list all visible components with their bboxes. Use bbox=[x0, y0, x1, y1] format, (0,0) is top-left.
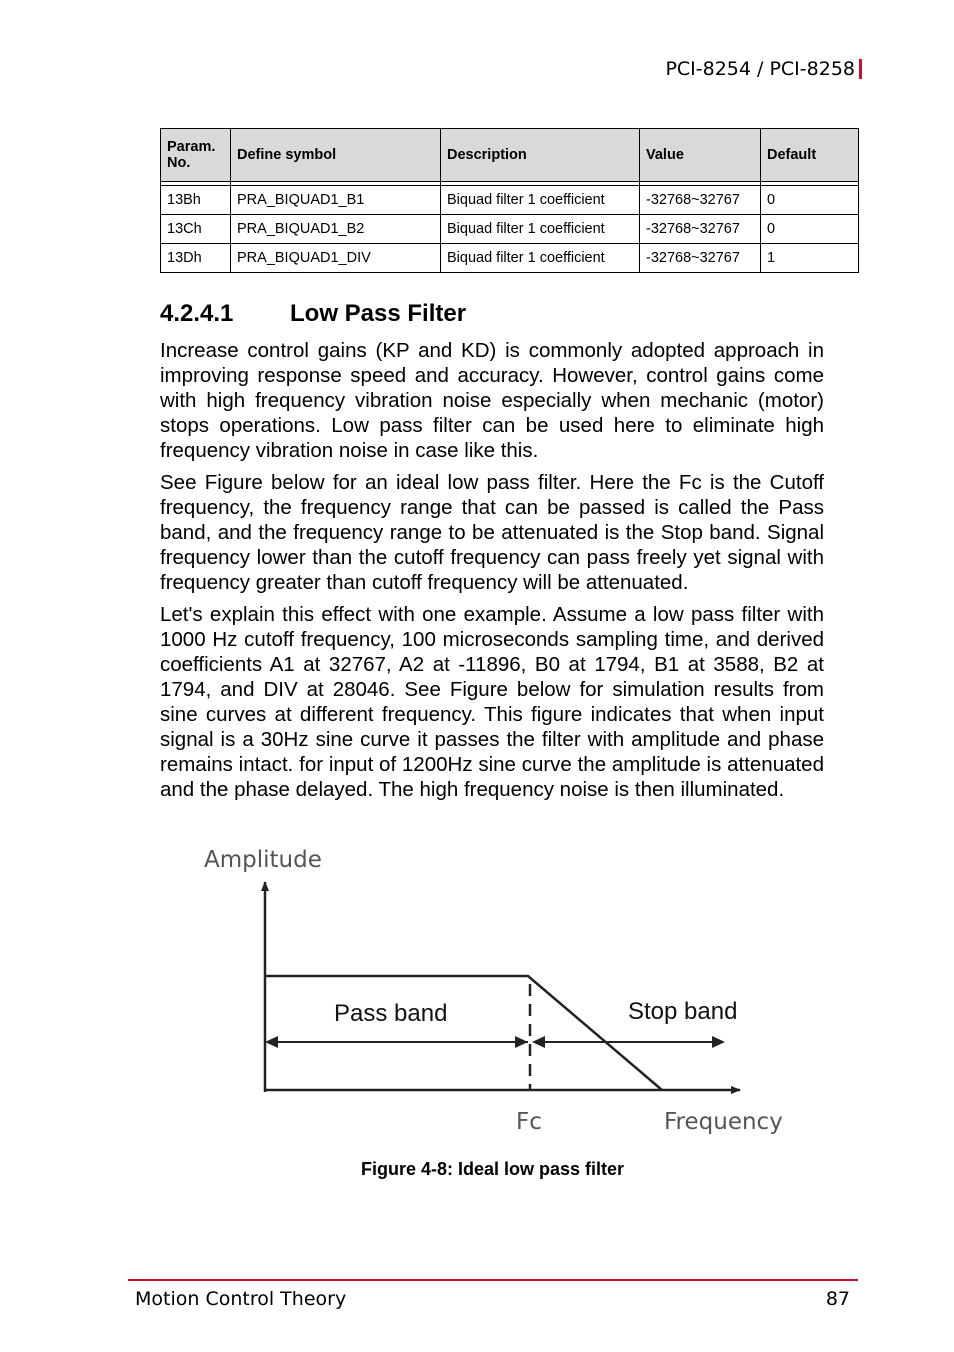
filter-response-line bbox=[265, 976, 662, 1090]
cutoff-label: Fc bbox=[516, 1109, 542, 1135]
table-cell: 13Ch bbox=[161, 215, 231, 244]
table-cell: -32768~32767 bbox=[640, 244, 761, 273]
header-accent-bar bbox=[859, 59, 862, 79]
stop-band-label: Stop band bbox=[628, 998, 738, 1025]
table-cell: 0 bbox=[761, 215, 859, 244]
table-row bbox=[161, 215, 859, 244]
table-cell: -32768~32767 bbox=[640, 186, 761, 215]
pass-band-arrowhead-right bbox=[515, 1036, 528, 1048]
table-cell: Biquad filter 1 coefficient bbox=[441, 186, 640, 215]
column-header: Default bbox=[761, 129, 859, 182]
column-header: Value bbox=[640, 129, 761, 182]
table-cell: 13Dh bbox=[161, 244, 231, 273]
pass-band-label: Pass band bbox=[334, 1000, 448, 1027]
table-cell: 0 bbox=[761, 186, 859, 215]
table-header-row bbox=[161, 129, 859, 182]
stop-band-arrowhead-right bbox=[712, 1036, 725, 1048]
body-paragraph: See Figure below for an ideal low pass filter. Here the Fc is the Cutoff frequency, the frequency range that can be passed is called the Pass band, and the frequency range to be attenuated is the Stop band. Signal frequency lower than the cutoff frequency can pass freely yet signal with frequency greater than cutoff frequency will be attenuated. bbox=[160, 471, 824, 594]
table-row bbox=[161, 186, 859, 215]
section-title: Low Pass Filter bbox=[290, 300, 467, 327]
parameter-table bbox=[160, 128, 859, 273]
table-row bbox=[161, 244, 859, 273]
table-cell: 1 bbox=[761, 244, 859, 273]
stop-band-arrowhead-left bbox=[532, 1036, 545, 1048]
table-cell: -32768~32767 bbox=[640, 215, 761, 244]
pass-band-arrowhead-left bbox=[265, 1036, 278, 1048]
body-paragraph: Let's explain this effect with one example. Assume a low pass filter with 1000 Hz cutoff frequency, 100 microseconds sampling time, and derived coefficients A1 at 32767, A2 at -11896, B0 at 1794, B1 at 3588, B2 at 1794, and DIV at 28046. See Figure below for simulation results from sine curves at different frequency. This figure indicates that when input signal is a 30Hz sine curve it passes the filter with amplitude and phase remains intact. for input of 1200Hz sine curve the amplitude is attenuated and the phase delayed. The high frequency noise is then illuminated. bbox=[160, 603, 824, 801]
page-number: 87 bbox=[825, 1288, 850, 1310]
section-heading bbox=[160, 300, 466, 328]
footer-divider bbox=[128, 1279, 858, 1281]
footer-section-title: Motion Control Theory bbox=[135, 1288, 347, 1310]
table-cell: PRA_BIQUAD1_B1 bbox=[231, 186, 441, 215]
table-cell: PRA_BIQUAD1_B2 bbox=[231, 215, 441, 244]
column-header: Description bbox=[441, 129, 640, 182]
table-cell: 13Bh bbox=[161, 186, 231, 215]
column-header: Param. No. bbox=[161, 129, 231, 182]
table-cell: Biquad filter 1 coefficient bbox=[441, 244, 640, 273]
header-title: PCI-8254 / PCI-8258 bbox=[665, 58, 855, 80]
x-axis-label: Frequency bbox=[664, 1109, 783, 1135]
low-pass-filter-diagram bbox=[190, 840, 800, 1140]
page-header bbox=[665, 58, 862, 80]
y-axis-label: Amplitude bbox=[204, 847, 322, 873]
section-number: 4.2.4.1 bbox=[160, 300, 234, 327]
table-cell: Biquad filter 1 coefficient bbox=[441, 215, 640, 244]
column-header: Define symbol bbox=[231, 129, 441, 182]
table-cell: PRA_BIQUAD1_DIV bbox=[231, 244, 441, 273]
figure-caption: Figure 4-8: Ideal low pass filter bbox=[360, 1159, 625, 1179]
body-paragraph: Increase control gains (KP and KD) is commonly adopted approach in improving response speed and accuracy. However, control gains come with high frequency vibration noise especially when mechanic (motor) stops operations. Low pass filter can be used here to eliminate high frequency vibration noise in case like this. bbox=[160, 339, 824, 462]
